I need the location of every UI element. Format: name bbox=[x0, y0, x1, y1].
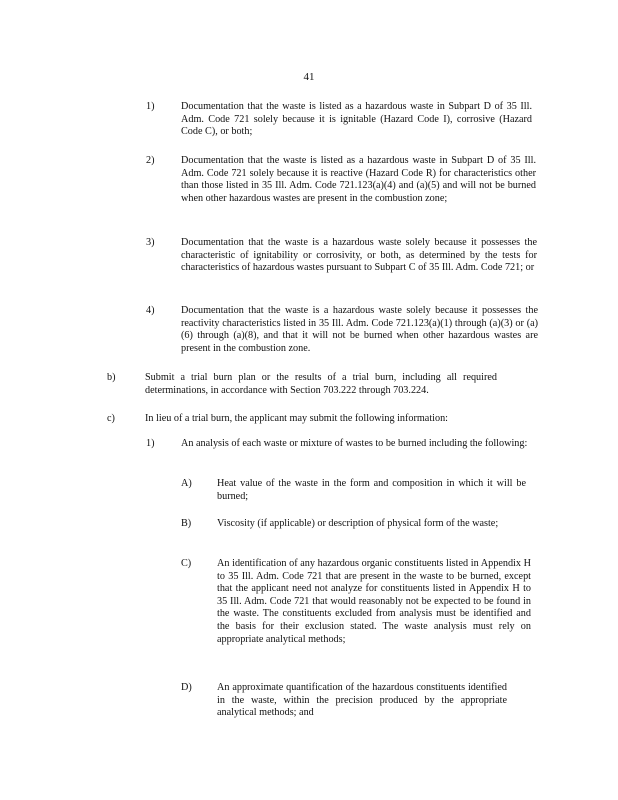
paragraph-item-b: Submit a trial burn plan or the results of a trial burn, including all required determinations, in accordance with Section 703.222 through 703.224. bbox=[145, 372, 497, 396]
item-marker: D) bbox=[181, 682, 192, 693]
item-marker: 1) bbox=[146, 101, 155, 112]
paragraph-item-2: Documentation that the waste is listed as a hazardous waste in Subpart D of 35 Ill. Adm. Code 721 solely because it is reactive (Hazard Code R) for characteristics other than those listed in 35 Ill. Adm. Code 721.123(a)(4) and (a)(5) and will not be burned when other hazardous wastes are present in the combustion zone; bbox=[181, 155, 536, 204]
paragraph-item-3: Documentation that the waste is a hazardous waste solely because it possesses the characteristic of ignitability or corrosivity, or both, as determined by the tests for characteristics of hazardous wastes pursuant to Subpart C of 35 Ill. Adm. Code 721; or bbox=[181, 237, 537, 274]
paragraph-item-D: An approximate quantification of the hazardous constituents identified in the waste, within the precision produced by the appropriate analytical methods; and bbox=[217, 682, 507, 719]
page-number: 41 bbox=[303, 71, 315, 83]
paragraph-item-4: Documentation that the waste is a hazardous waste solely because it possesses the reactivity characteristics listed in 35 Ill. Adm. Code 721.123(a)(1) through (a)(3) or (a)(6) through (a)(8), and that it will not be burned when other hazardous wastes are present in the combustion zone. bbox=[181, 305, 538, 354]
item-marker: 3) bbox=[146, 237, 155, 248]
item-marker: 4) bbox=[146, 305, 155, 316]
paragraph-item-1: Documentation that the waste is listed as a hazardous waste in Subpart D of 35 Ill. Adm. Code 721 solely because it is ignitable (Hazard Code I), corrosive (Hazard Code C), or both; bbox=[181, 101, 532, 138]
item-marker: 1) bbox=[146, 438, 155, 449]
paragraph-item-c: In lieu of a trial burn, the applicant may submit the following information: bbox=[145, 413, 449, 424]
paragraph-item-B: Viscosity (if applicable) or description of physical form of the waste; bbox=[217, 518, 499, 529]
item-marker: b) bbox=[107, 372, 116, 383]
paragraph-item-C: An identification of any hazardous organic constituents listed in Appendix H to 35 Ill. Adm. Code 721 that are present in the waste to be burned, except that the applicant need not analyze for constituents listed in Appendix H to 35 Ill. Adm. Code 721 that would reasonably not be expected to be found in the waste. The constituents excluded from analysis must be identified and the basis for their exclusion stated. The waste analysis must rely on appropriate analytical methods; bbox=[217, 558, 531, 645]
item-marker: C) bbox=[181, 558, 192, 569]
item-marker: A) bbox=[181, 478, 192, 489]
item-marker: c) bbox=[107, 413, 115, 424]
paragraph-item-A: Heat value of the waste in the form and composition in which it will be burned; bbox=[217, 478, 526, 502]
item-marker: B) bbox=[181, 518, 192, 529]
paragraph-item-c1: An analysis of each waste or mixture of wastes to be burned including the following: bbox=[181, 438, 528, 449]
item-marker: 2) bbox=[146, 155, 155, 166]
